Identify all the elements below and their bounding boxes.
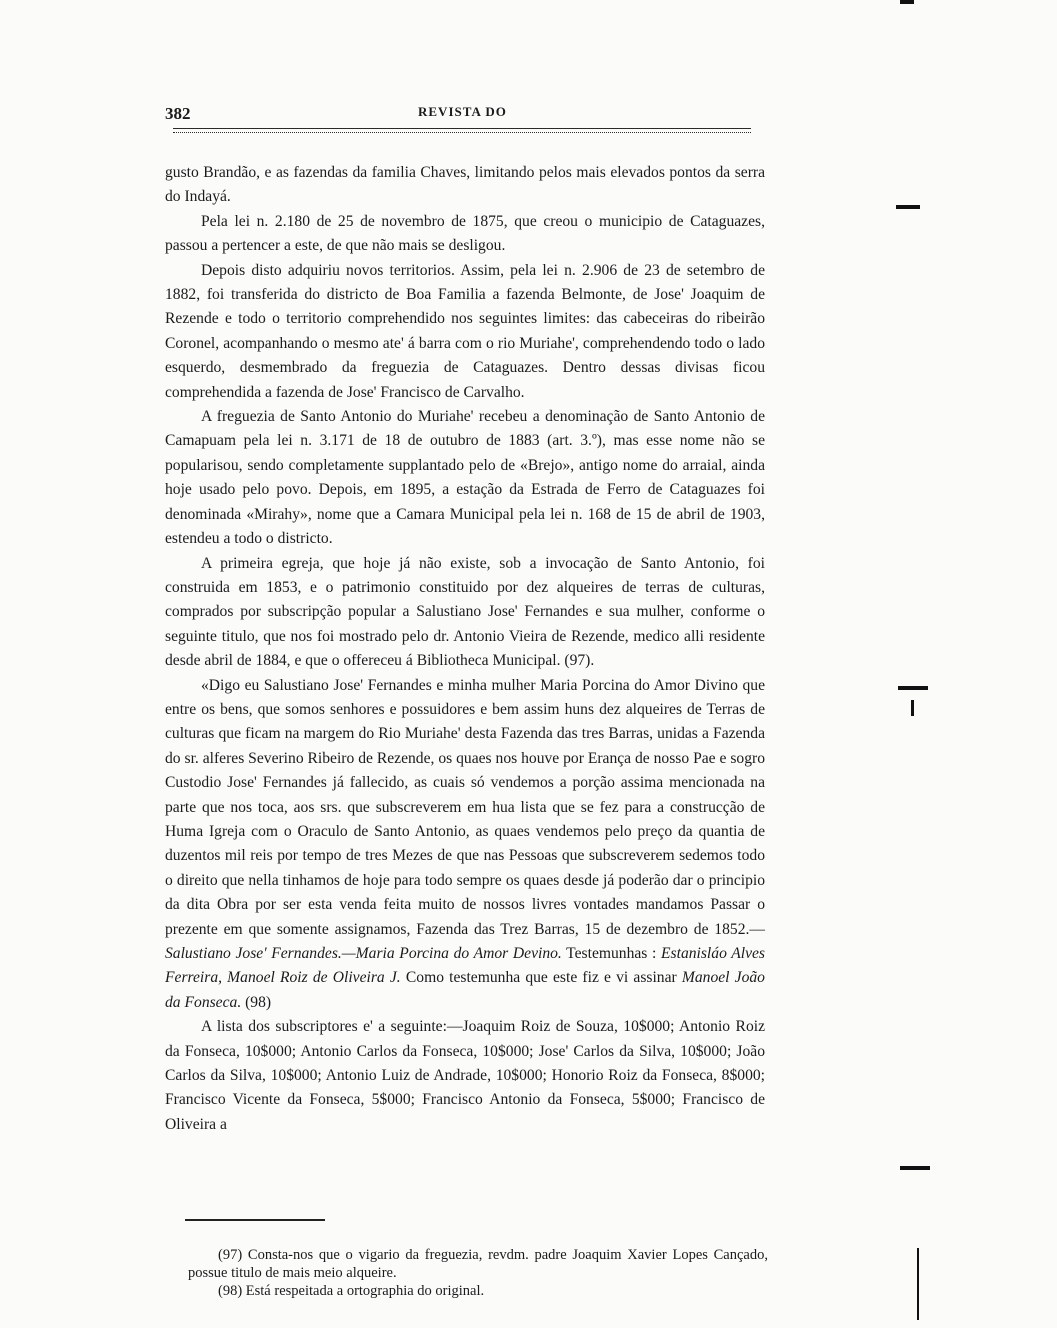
paragraph: A freguezia de Santo Antonio do Muriahe' recebeu a denominação de Santo Antonio de Camapuam pela lei n. 3.171 de 18 de outubro de 1883 (art. 3.º), mas esse nome não se popularisou, sendo completamente supplantado pelo de «Brejo», antigo nome do arraial, ainda hoje usado pelo povo. Depois, em 1895, a estação da Estrada de Ferro de Cataguazes foi denominada «Mirahy», nome que a Camara Municipal pela lei n. 168 de 15 de abril de 1903, estendeu a todo o districto. [165, 408, 765, 548]
page-number: 382 [165, 104, 191, 123]
scan-mark [898, 686, 928, 690]
page-header [165, 98, 765, 126]
witness-text: Como testemunha que este fiz e vi assinar [400, 969, 682, 987]
paragraph-document-quote [165, 674, 765, 1016]
witness-names: Estanisláo Alves Ferreira, Manoel Roiz de Oliveira J. [165, 945, 766, 987]
quote-text: «Digo eu Salustiano Jose' Fernandes e minha mulher Maria Porcina do Amor Divino que entre os bens, que somos senhores e possuidores e bem assim huns dez alqueires de Terras de culturas que ficam na margem do Rio Muriahe' desta Fazenda das tres Barras, unidas a Fazenda do sr. alferes Severino Ribeiro de Rezende, os quaes nos houve por Erança de nosso Pae e sogro Custodio Jose' Fernandes já fallecido, as cuais só vendemos a porção assima mencionada na parte que nos toca, aos srs. que subscreverem em hua lista que se fez para a construcção de Huma Igreja com o Oraculo de Santo Antonio, as quaes vendemos pelo preço da quantia de duzentos mil reis por tempo de tres Mezes de que nas Pessoas que subscreverem sedemos todo o direito que nella tinhamos de hoje para todo sempre os quaes desde já poderão dar o principio da dita Obra por ser esta venda feita muito de nossos livres vontades mandamos Passar o prezente em que somente assignamos, Fazenda das Trez Barras, 15 de dezembro de 1852.— [165, 676, 765, 938]
scan-mark [900, 1166, 930, 1170]
paragraph: Pela lei n. 2.180 de 25 de novembro de 1875, que creou o municipio de Cataguazes, passou a pertencer a este, de que não mais se desligou. [165, 212, 765, 255]
document-page [165, 98, 765, 1137]
paragraph: A primeira egreja, que hoje já não existe, sob a invocação de Santo Antonio, foi construida em 1853, e o patrimonio constituido por dez alqueires de terras de culturas, comprados por subscripção popular a Salustiano Jose' Fernandes e sua mulher, conforme o seguinte titulo, que nos foi mostrado pelo dr. Antonio Vieira de Rezende, medico alli residente desde abril de 1884, e que o offereceu á Bibliotheca Municipal. (97). [165, 554, 765, 670]
paragraph: Depois disto adquiriu novos territorios. Assim, pela lei n. 2.906 de 23 de setembro de 1882, foi transferida do districto de Boa Familia a fazenda Belmonte, de Jose' Joaquim de Rezende e todo o territorio comprehendido nos seguintes limites: das cabeceiras do ribeirão Coronel, acompanhando o mesmo ate' á barra com o rio Muriahe', comprehendendo todo o lado esquerdo, desmembrado da freguezia de Cataguazes. Dentro dessas divisas ficou comprehendida a fazenda de Jose' Francisco de Carvalho. [165, 261, 765, 401]
paragraph: A lista dos subscriptores e' a seguinte:—Joaquim Roiz de Souza, 10$000; Antonio Roiz da Fonseca, 10$000; Antonio Carlos da Fonseca, 10$000; Jose' Carlos da Silva, 10$000; João Carlos da Silva, 10$000; Antonio Luiz de Andrade, 10$000; Honorio Roiz da Fonseca, 8$000; Francisco Vicente da Fonseca, 5$000; Francisco Antonio da Fonseca, 5$000; Francisco de Oliveira a [165, 1018, 765, 1133]
paragraph: gusto Brandão, e as fazendas da familia Chaves, limitando pelos mais elevados pontos da serra do Indayá. [165, 164, 765, 206]
running-head: REVISTA DO [418, 104, 507, 119]
footnote: (98) Está respeitada a ortographia do original. [218, 1283, 485, 1299]
signature-name: —Maria Porcina do Amor Devino. [341, 945, 562, 962]
footnote-rule [185, 1219, 325, 1221]
scan-mark [917, 1248, 919, 1320]
body-text [165, 161, 765, 1137]
header-rule [173, 128, 751, 133]
signature-name: Salustiano Jose' Fernandes. [165, 945, 342, 962]
footnote-ref: (98) [241, 993, 272, 1011]
scan-mark [896, 205, 920, 209]
footnote: (97) Consta-nos que o vigario da freguezia, revdm. padre Joaquim Xavier Lopes Cançado, possue titulo de mais meio alqueire. [188, 1247, 768, 1281]
scan-mark [911, 700, 914, 716]
scan-mark [900, 0, 914, 4]
footnotes [188, 1246, 768, 1300]
signature-name: Manoel João da Fonseca. [165, 969, 765, 1011]
witness-label: Testemunhas : [561, 945, 662, 962]
